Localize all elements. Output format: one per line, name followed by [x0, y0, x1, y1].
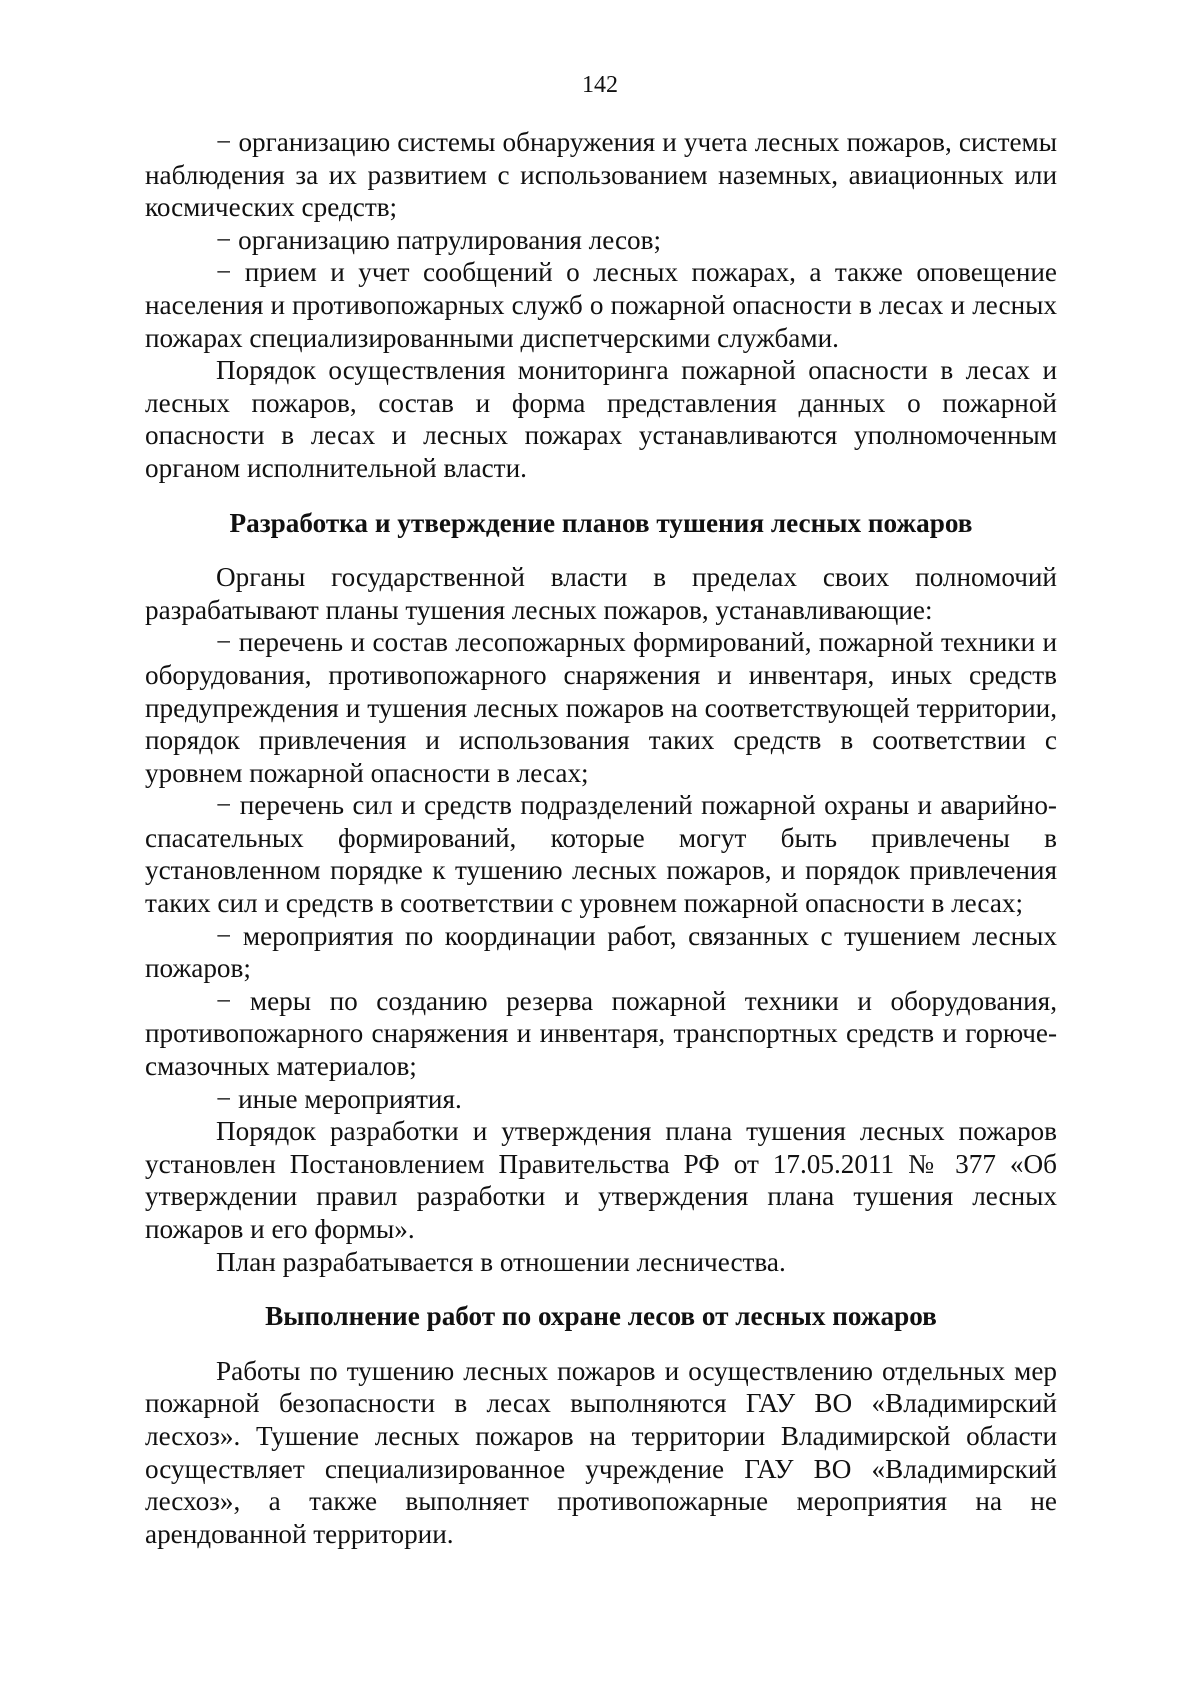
list-item-forces: − перечень сил и средств подразделений пожарной охраны и аварийно-спасательных формирований, которые могут быть привлечены в установленном порядке к тушению лесных пожаров, и порядок привлечения таких сил и средств в соответствии с уровнем пожарной опасности в лесах; [145, 790, 1057, 919]
paragraph-authorities: Органы государственной власти в пределах своих полномочий разрабатывают планы тушения лесных пожаров, устанавливающие: [145, 562, 1057, 625]
list-item-other: − иные мероприятия. [216, 1083, 462, 1114]
paragraph-resolution: Порядок разработки и утверждения плана тушения лесных пожаров установлен Постановлением Правительства РФ от 17.05.2011 № 377 «Об утверждении правил разработки и утверждения плана тушения лесных пожаров и его формы». [145, 1116, 1057, 1244]
paragraph-monitoring-order: Порядок осуществления мониторинга пожарной опасности в лесах и лесных пожаров, состав и форма представления данных о пожарной опасности в лесах и лесных пожарах устанавливаются уполномоченным органом исполнительной власти. [145, 355, 1057, 483]
list-item-patrolling: − организацию патрулирования лесов; [216, 224, 662, 255]
list-item-reserve: − меры по созданию резерва пожарной техники и оборудования, противопожарного снаряжения и инвентаря, транспортных средств и горюче-смазочных материалов; [145, 985, 1057, 1082]
section-heading-plans: Разработка и утверждение планов тушения лесных пожаров [229, 507, 973, 538]
paragraph-works: Работы по тушению лесных пожаров и осуществлению отдельных мер пожарной безопасности в лесах выполняются ГАУ ВО «Владимирский лесхоз». Тушение лесных пожаров на территории Владимирской области осуществляет специализированное учреждение ГАУ ВО «Владимирский лесхоз», а также выполняет противопожарные мероприятия на не арендованной территории. [145, 1355, 1057, 1549]
section-heading-works: Выполнение работ по охране лесов от лесных пожаров [265, 1301, 937, 1332]
list-item-formations: − перечень и состав лесопожарных формирований, пожарной техники и оборудования, противопожарного снаряжения и инвентаря, иных средств предупреждения и тушения лесных пожаров на соответствующей территории, порядок привлечения и использования таких средств в соответствии с уровнем пожарной опасности в лесах; [145, 627, 1057, 788]
document-body [145, 126, 1057, 1550]
list-item-reports: − прием и учет сообщений о лесных пожарах, а также оповещение населения и противопожарных служб о пожарной опасности в лесах и лесных пожарах специализированными диспетчерскими службами. [145, 257, 1057, 353]
paragraph-forestry: План разрабатывается в отношении лесничества. [216, 1246, 786, 1277]
list-item-detection-system: − организацию системы обнаружения и учета лесных пожаров, системы наблюдения за их развитием с использованием наземных, авиационных или космических средств; [145, 127, 1057, 223]
list-item-coordination: − мероприятия по координации работ, связанных с тушением лесных пожаров; [145, 920, 1057, 984]
page-number: 142 [582, 72, 618, 98]
